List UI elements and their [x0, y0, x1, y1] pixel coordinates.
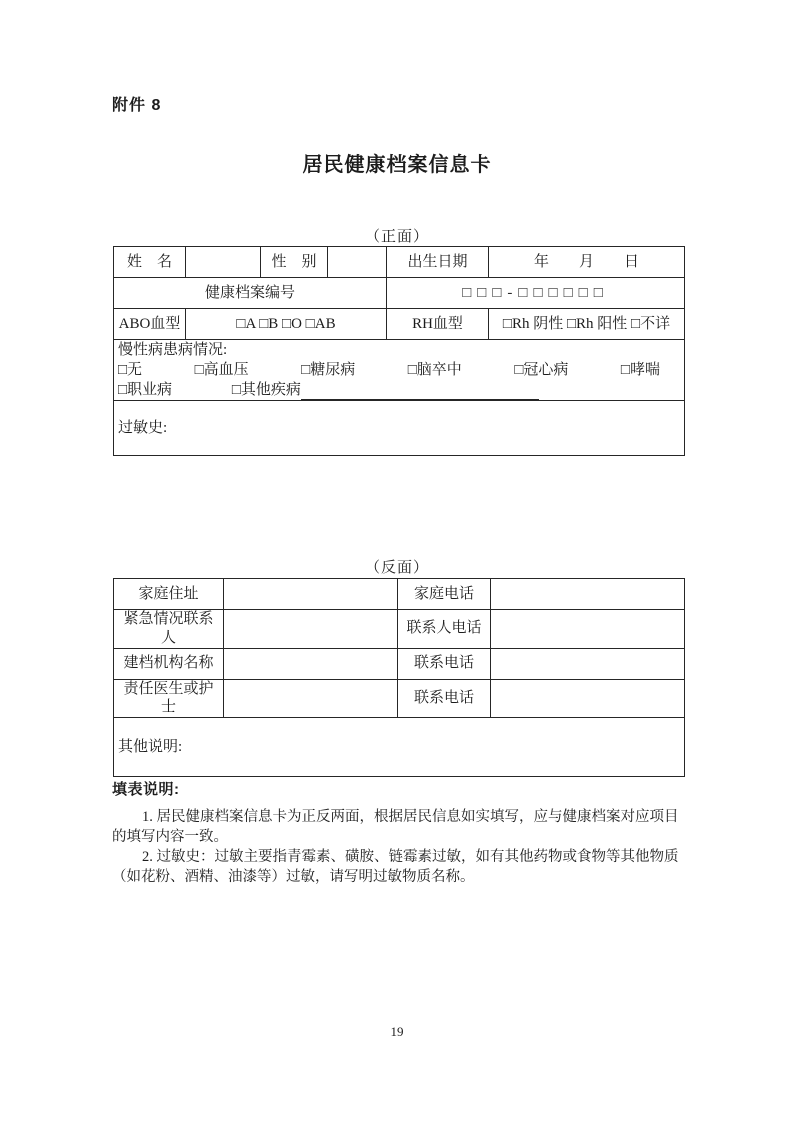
home-phone-label: 家庭电话: [398, 579, 491, 610]
name-label: 姓 名: [114, 247, 186, 278]
checkbox-occupational-disease: □职业病: [118, 382, 173, 398]
home-address-label: 家庭住址: [114, 579, 224, 610]
institution-phone-label: 联系电话: [398, 648, 491, 679]
page-number: 19: [390, 1024, 404, 1039]
instruction-item1-line1: 1. 居民健康档案信息卡为正反两面，根据居民信息如实填写，应与健康档案对应项目: [142, 809, 679, 825]
abo-blood-type-options: □A □B □O □AB: [186, 309, 387, 340]
instruction-item2-line1: 2. 过敏史：过敏主要指青霉素、磺胺、链霉素过敏，如有其他药物或食物等其他物质: [142, 849, 679, 865]
checkbox-none: □无: [118, 362, 143, 378]
birth-date-label: 出生日期: [387, 247, 489, 278]
allergy-history-label: 过敏史:: [118, 419, 168, 436]
checkbox-hypertension: □高血压: [194, 362, 249, 378]
chronic-options-row1: [118, 360, 680, 380]
instructions-heading: 填表说明:: [112, 781, 180, 798]
home-address-value-cell: [224, 579, 398, 610]
filing-institution-value-cell: [224, 648, 398, 679]
gender-label: 性 别: [261, 247, 328, 278]
checkbox-other-disease: □其他疾病: [231, 382, 301, 398]
instruction-item2-line2: （如花粉、酒精、油漆等）过敏，请写明过敏物质名称。: [112, 869, 475, 885]
record-number-boxes: □□□-□□□□□□: [387, 278, 685, 309]
doctor-phone-value-cell: [491, 679, 685, 718]
filing-institution-label: 建档机构名称: [114, 648, 224, 679]
chronic-disease-label: 慢性病患病情况:: [118, 342, 228, 358]
chronic-disease-cell: [114, 340, 685, 401]
front-card-table: [113, 246, 685, 456]
rh-blood-type-options: □Rh 阴性 □Rh 阳性 □不详: [489, 309, 685, 340]
rh-blood-type-label: RH血型: [387, 309, 489, 340]
other-notes-cell: [114, 718, 685, 777]
chronic-options-row2: [118, 380, 680, 400]
gender-value-cell: [328, 247, 387, 278]
responsible-doctor-value-cell: [224, 679, 398, 718]
allergy-history-cell: [114, 401, 685, 456]
checkbox-diabetes: □糖尿病: [301, 362, 356, 378]
page-title: 居民健康档案信息卡: [302, 154, 492, 176]
other-disease-fill-line: [301, 384, 539, 400]
contact-phone-label: 联系人电话: [398, 610, 491, 649]
contact-phone-value-cell: [491, 610, 685, 649]
checkbox-stroke: □脑卒中: [407, 362, 462, 378]
emergency-contact-value-cell: [224, 610, 398, 649]
birth-date-value: 年 月 日: [489, 247, 685, 278]
emergency-contact-label: 紧急情况联系人: [114, 610, 224, 649]
back-card-table: [113, 578, 685, 777]
other-notes-label: 其他说明:: [118, 738, 183, 755]
back-caption: （反面）: [364, 560, 429, 576]
institution-phone-value-cell: [491, 648, 685, 679]
record-number-label: 健康档案编号: [114, 278, 387, 309]
front-caption: （正面）: [364, 229, 429, 245]
attachment-label: 附件 8: [112, 97, 162, 114]
checkbox-coronary-heart-disease: □冠心病: [514, 362, 569, 378]
checkbox-asthma: □哮喘: [620, 362, 660, 378]
instructions-section: [112, 781, 694, 887]
responsible-doctor-label: 责任医生或护士: [114, 679, 224, 718]
name-value-cell: [186, 247, 261, 278]
instruction-item1-line2: 的填写内容一致。: [112, 829, 228, 845]
abo-blood-type-label: ABO血型: [114, 309, 186, 340]
home-phone-value-cell: [491, 579, 685, 610]
doctor-phone-label: 联系电话: [398, 679, 491, 718]
